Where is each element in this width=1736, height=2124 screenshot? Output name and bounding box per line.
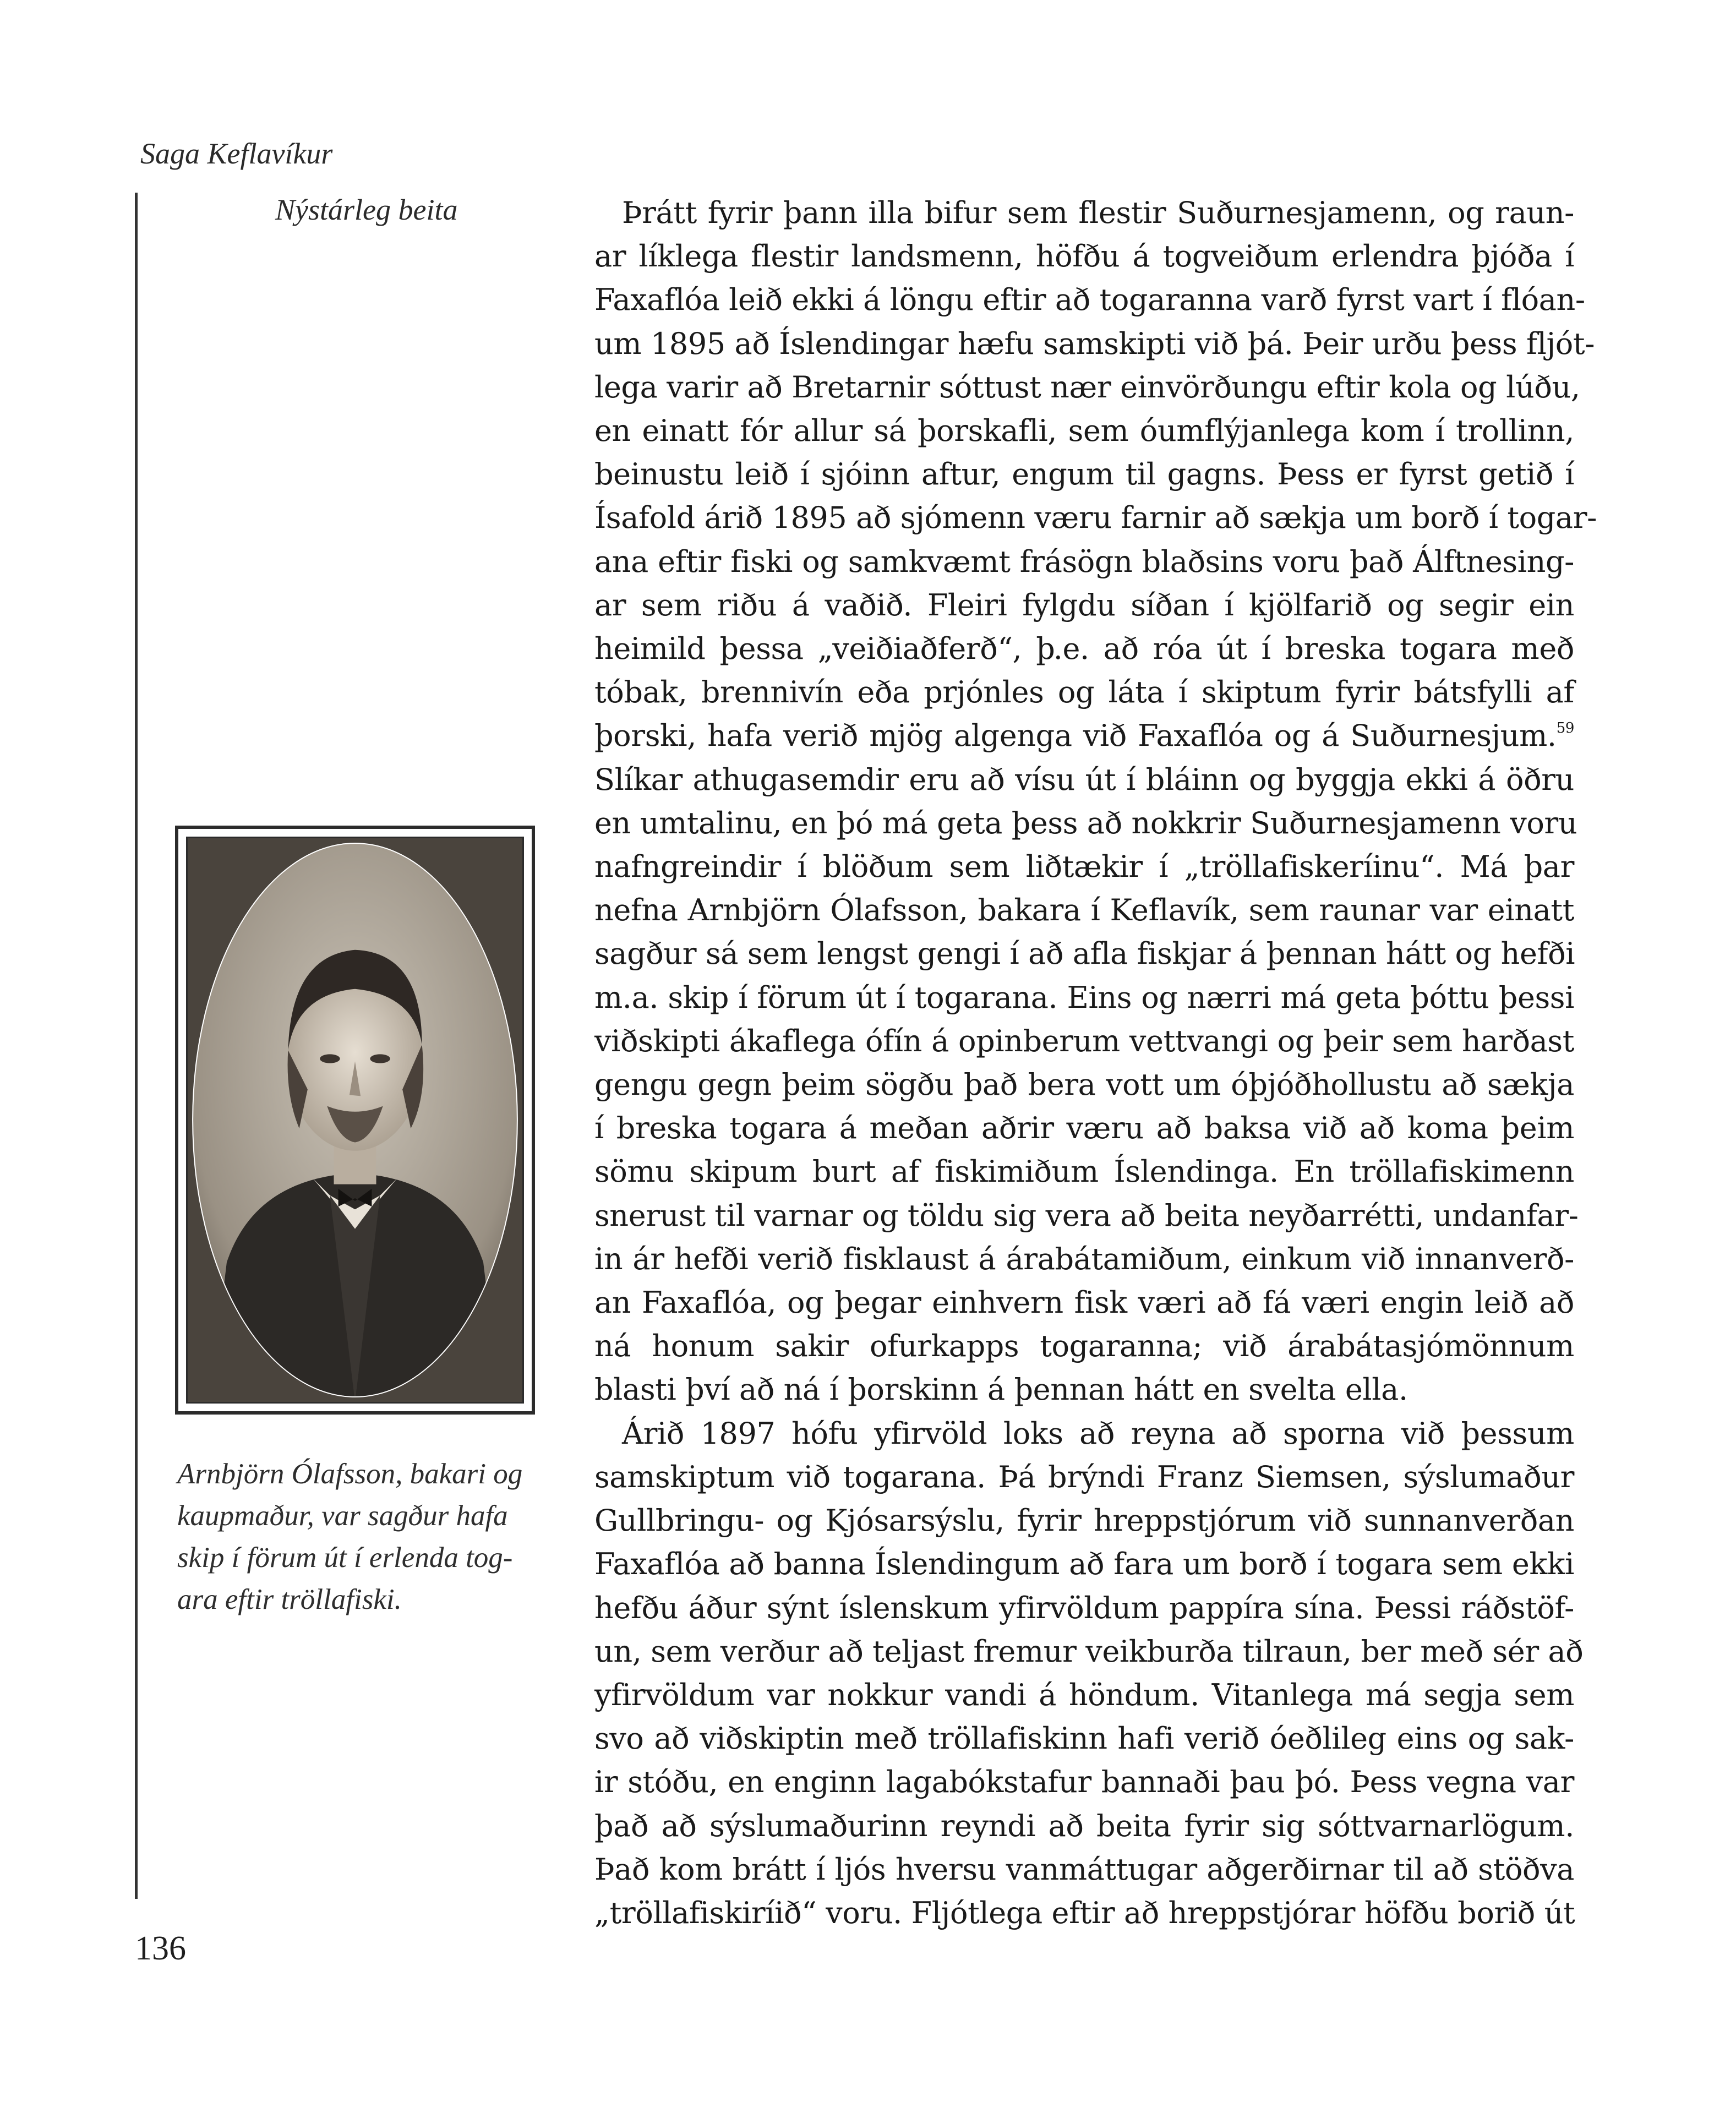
portrait-photo	[186, 837, 524, 1404]
body-line: Gullbringu- og Kjósarsýslu, fyrir hreppstjórum við sunnanverðan	[594, 1503, 1574, 1538]
body-line: sagður sá sem lengst gengi í að afla fiskjar á þennan hátt og hefði	[594, 936, 1575, 971]
body-line: Faxaflóa leið ekki á löngu eftir að togaranna varð fyrst vart í flóan-	[594, 282, 1585, 318]
side-heading: Nýstárleg beita	[275, 193, 458, 226]
body-line: un, sem verður að teljast fremur veikburða tilraun, ber með sér að	[594, 1634, 1584, 1669]
body-line: hefðu áður sýnt íslenskum yfirvöldum pappíra sína. Þessi ráðstöf-	[594, 1590, 1574, 1625]
body-line: ana eftir fiski og samkvæmt frásögn blaðsins voru það Álftnesing-	[594, 544, 1574, 579]
running-head: Saga Keflavíkur	[140, 137, 333, 170]
body-line: en umtalinu, en þó má geta þess að nokkrir Suðurnesjamenn voru	[594, 805, 1577, 840]
body-line: í breska togara á meðan aðrir væru að baksa við að koma þeim	[594, 1111, 1574, 1146]
body-text	[594, 191, 1597, 1935]
body-line: ar sem riðu á vaðið. Fleiri fylgdu síðan í kjölfarið og segir ein	[594, 587, 1574, 623]
body-line: nefna Arnbjörn Ólafsson, bakara í Keflavík, sem raunar var einatt	[594, 893, 1574, 928]
margin-rule	[135, 193, 138, 1899]
photo-frame	[175, 826, 535, 1415]
page-number: 136	[135, 1930, 186, 1967]
body-line-text: þorski, hafa verið mjög algenga við Faxaflóa og á Suðurnesjum.	[594, 718, 1557, 753]
body-line: snerust til varnar og töldu sig vera að beita neyðarrétti, undanfar-	[594, 1198, 1579, 1233]
body-line: Faxaflóa að banna Íslendingum að fara um borð í togara sem ekki	[594, 1547, 1574, 1582]
body-line: nafngreindir í blöðum sem liðtækir í „tröllafiskeríinu“. Má þar	[594, 849, 1574, 884]
body-line: um 1895 að Íslendingar hæfu samskipti við þá. Þeir urðu þess fljót-	[594, 326, 1595, 361]
body-line: samskiptum við togarana. Þá brýndi Franz Siemsen, sýslumaður	[594, 1459, 1574, 1494]
body-line: in ár hefði verið fisklaust á árabátamiðum, einkum við innanverð-	[594, 1241, 1574, 1276]
body-line: svo að viðskiptin með tröllafiskinn hafi verið óeðlileg eins og sak-	[594, 1721, 1574, 1756]
body-line: beinustu leið í sjóinn aftur, engum til gagns. Þess er fyrst getið í	[594, 457, 1574, 492]
body-line: Árið 1897 hófu yfirvöld loks að reyna að sporna við þessum	[622, 1416, 1574, 1451]
body-line-with-footnote	[594, 714, 1574, 757]
caption-line: Arnbjörn Ólafsson, bakari og	[177, 1458, 523, 1490]
caption-line: skip í förum út í erlenda tog-	[177, 1542, 513, 1574]
body-line: Ísafold árið 1895 að sjómenn væru farnir að sækja um borð í togar-	[594, 500, 1597, 536]
body-line: ir stóðu, en enginn lagabókstafur bannaði þau þó. Þess vegna var	[594, 1765, 1574, 1800]
body-line: ná honum sakir ofurkapps togaranna; við árabátasjómönnum	[594, 1329, 1574, 1364]
body-line: sömu skipum burt af fiskimiðum Íslendinga. En tröllafiskimenn	[594, 1154, 1574, 1189]
body-line: Það kom brátt í ljós hversu vanmáttugar aðgerðirnar til að stöðva	[594, 1852, 1574, 1887]
body-line: lega varir að Bretarnir sóttust nær einvörðungu eftir kola og lúðu,	[594, 369, 1580, 405]
body-line: ar líklega flestir landsmenn, höfðu á togveiðum erlendra þjóða í	[594, 239, 1574, 274]
body-line: Þrátt fyrir þann illa bifur sem flestir Suðurnesjamenn, og raun-	[622, 195, 1574, 230]
body-line: an Faxaflóa, og þegar einhvern fisk væri að fá væri engin leið að	[594, 1285, 1574, 1320]
body-line: gengu gegn þeim sögðu það bera vott um óþjóðhollustu að sækja	[594, 1067, 1574, 1102]
body-line: blasti því að ná í þorskinn á þennan hátt en svelta ella.	[594, 1372, 1408, 1407]
body-line: m.a. skip í förum út í togarana. Eins og nærri má geta þóttu þessi	[594, 980, 1574, 1015]
body-line: en einatt fór allur sá þorskafli, sem óumflýjanlega kom í trollinn,	[594, 413, 1574, 449]
photo-caption	[177, 1453, 563, 1620]
footnote-marker: 59	[1556, 720, 1574, 737]
caption-line: kaupmaður, var sagður hafa	[177, 1500, 508, 1532]
body-line: tóbak, brennivín eða prjónles og láta í skiptum fyrir bátsfylli af	[594, 675, 1574, 710]
body-line: heimild þessa „veiðiaðferð“, þ.e. að róa út í breska togara með	[594, 631, 1574, 667]
body-line: viðskipti ákaflega ófín á opinberum vettvangi og þeir sem harðast	[594, 1023, 1574, 1058]
body-line: yfirvöldum var nokkur vandi á höndum. Vitanlega má segja sem	[594, 1677, 1574, 1712]
body-line: „tröllafiskiríið“ voru. Fljótlega eftir að hreppstjórar höfðu borið út	[594, 1895, 1575, 1930]
caption-line: ara eftir tröllafiski.	[177, 1584, 402, 1615]
portrait-photo-icon	[188, 838, 522, 1402]
body-line: Slíkar athugasemdir eru að vísu út í bláinn og byggja ekki á öðru	[594, 762, 1574, 797]
body-line: það að sýslumaðurinn reyndi að beita fyrir sig sóttvarnarlögum.	[594, 1808, 1574, 1843]
